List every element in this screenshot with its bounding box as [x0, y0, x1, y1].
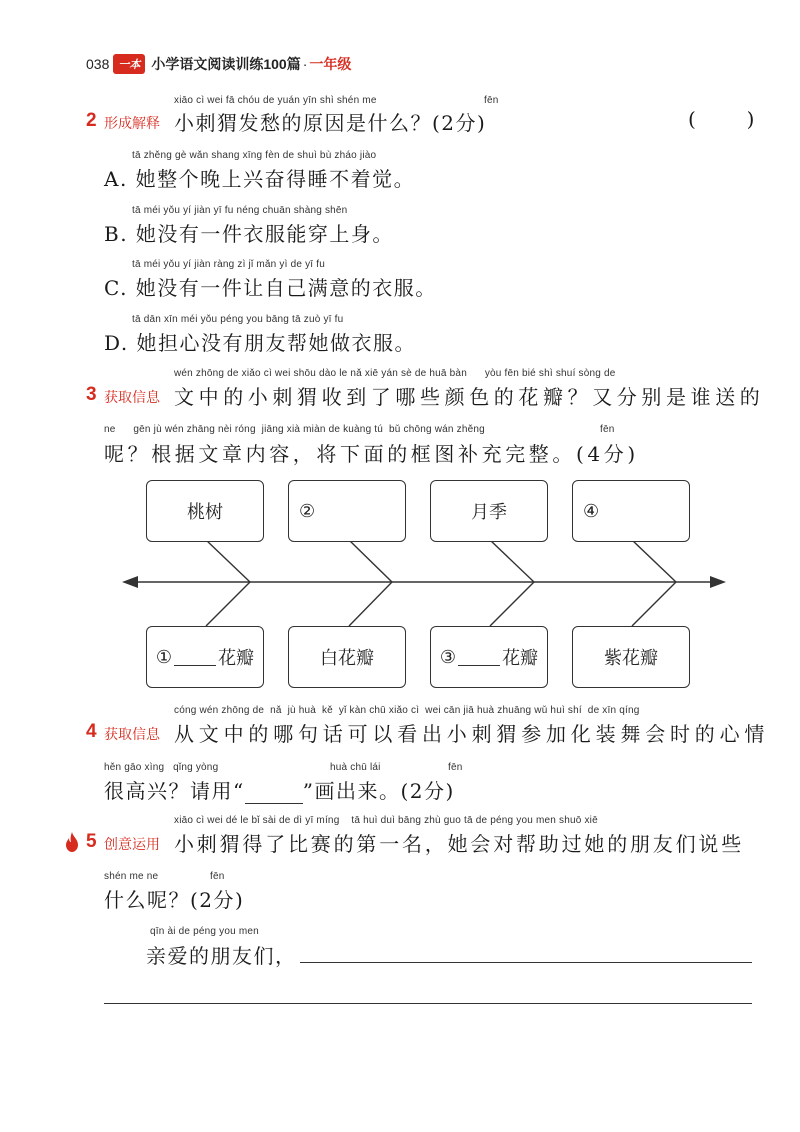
- box-bottom-3-blank[interactable]: [458, 649, 500, 666]
- q5-pinyin-line1: xiāo cì wei dé le bǐ sài de dì yī míng tā huì duì bāng zhù guo tā de péng you men shuō xiē: [174, 815, 598, 826]
- q3-tag: 获取信息: [104, 389, 160, 405]
- q2-tag: 形成解释: [104, 115, 160, 131]
- q2-option-c-pinyin: tā méi yǒu yí jiàn ràng zì jǐ mǎn yì de yī fu: [132, 259, 325, 270]
- answer-line-2[interactable]: [104, 1003, 752, 1004]
- q2-number: 2: [86, 110, 97, 131]
- q4-pinyin-line1: cóng wén zhōng de nǎ jù huà kě yǐ kàn chū xiǎo cì wei cān jiā huà zhuāng wǔ huì shí de xīn qíng: [174, 705, 640, 716]
- q5-pinyin-line3: qīn ài de péng you men: [150, 926, 259, 937]
- page-header: [86, 52, 351, 76]
- q3-line1: 文中的小刺猬收到了哪些颜色的花瓣？又分别是谁送的: [174, 385, 765, 409]
- q2-points-pinyin: fēn: [484, 95, 499, 106]
- q5-tag: 创意运用: [104, 836, 160, 852]
- box-bottom-3-prefix: ③: [439, 646, 457, 667]
- q5-line2: 什么呢？(2分): [104, 888, 245, 912]
- answer-line-1[interactable]: [300, 962, 752, 963]
- box-bottom-1-prefix: ①: [155, 646, 173, 667]
- brand-logo: 一本: [113, 54, 145, 74]
- page-number: 038: [86, 56, 110, 72]
- q5-line3: 亲爱的朋友们，: [146, 944, 297, 968]
- q4-number: 4: [86, 721, 97, 742]
- q3-line2: 呢？根据文章内容，将下面的框图补充完整。(4分): [104, 442, 639, 466]
- q5-line1: 小刺猬得了比赛的第一名，她会对帮助过她的朋友们说些: [174, 832, 744, 856]
- q2-pinyin: xiāo cì wei fā chóu de yuán yīn shì shén me: [174, 95, 377, 106]
- q4-pinyin-line2a: hěn gāo xìng qǐng yòng: [104, 762, 219, 773]
- diagram-box-top-3: [430, 480, 548, 542]
- q2-option-a-pinyin: tā zhěng gè wǎn shang xīng fèn de shuì bù zháo jiào: [132, 150, 377, 161]
- q2-option-a[interactable]: A. 她整个晚上兴奋得睡不着觉。: [104, 167, 416, 191]
- flame-icon: [64, 832, 80, 852]
- diagram-box-top-2[interactable]: [288, 480, 406, 542]
- q4-underline-blank[interactable]: [245, 803, 303, 804]
- diagram-box-bottom-4: [572, 626, 690, 688]
- title-separator: ·: [302, 56, 308, 72]
- grade-label: 一年级: [309, 56, 352, 72]
- q5-number: 5: [86, 831, 97, 852]
- q2-option-c[interactable]: C. 她没有一件让自己满意的衣服。: [104, 276, 437, 300]
- q2-option-d[interactable]: D. 她担心没有朋友帮她做衣服。: [104, 331, 417, 355]
- q4-pinyin-line2c: fēn: [448, 762, 463, 773]
- box-bottom-1-blank[interactable]: [174, 649, 216, 666]
- box-bottom-4-text: 紫花瓣: [604, 648, 658, 668]
- diagram-arrow-left: [122, 576, 138, 588]
- diagram-branches: [206, 540, 676, 626]
- q2-option-b[interactable]: B. 她没有一件衣服能穿上身。: [104, 222, 394, 246]
- q2-option-b-pinyin: tā méi yǒu yí jiàn yī fu néng chuān shàng shēn: [132, 205, 348, 216]
- q4-line2: [104, 775, 455, 804]
- box-top-2-text: ②: [299, 500, 316, 521]
- q4-line2-end: ”画出来。(2分): [302, 779, 455, 803]
- diagram-box-bottom-1[interactable]: [146, 626, 264, 688]
- q3-pinyin-line2: ne gēn jù wén zhāng nèi róng jiāng xià miàn de kuàng tú bǔ chōng wán zhěng: [104, 424, 485, 435]
- book-title: 小学语文阅读训练100篇: [151, 56, 301, 72]
- diagram-arrow-right: [710, 576, 726, 588]
- q3-pinyin-line1: wén zhōng de xiǎo cì wei shōu dào le nǎ xiē yán sè de huā bàn yòu fēn bié shì shuí sòng de: [174, 368, 616, 379]
- box-bottom-3-suffix: 花瓣: [502, 648, 539, 668]
- q5-pinyin-line2: shén me ne: [104, 871, 159, 882]
- q5-points-pinyin: fēn: [210, 871, 225, 882]
- box-top-4-text: ④: [583, 500, 600, 521]
- box-bottom-2-text: 白花瓣: [320, 648, 374, 668]
- q4-pinyin-line2b: huà chū lái: [330, 762, 381, 773]
- diagram-box-top-1: [146, 480, 264, 542]
- q2-question: 小刺猬发愁的原因是什么？(2分): [174, 111, 487, 135]
- q3-number: 3: [86, 384, 97, 405]
- q4-line2-start: 很高兴？请用“: [104, 779, 245, 803]
- q2-option-d-pinyin: tā dān xīn méi yǒu péng you bāng tā zuò yī fu: [132, 314, 344, 325]
- box-top-3-text: 月季: [471, 502, 507, 522]
- diagram-box-top-4[interactable]: [572, 480, 690, 542]
- diagram-box-bottom-2: [288, 626, 406, 688]
- q2-answer-paren[interactable]: ( ): [688, 107, 755, 131]
- box-bottom-1-suffix: 花瓣: [218, 648, 255, 668]
- q4-line1: 从文中的哪句话可以看出小刺猬参加化装舞会时的心情: [174, 722, 770, 746]
- q3-points-pinyin: fēn: [600, 424, 615, 435]
- box-top-1-text: 桃树: [187, 502, 223, 522]
- diagram-box-bottom-3[interactable]: [430, 626, 548, 688]
- q4-tag: 获取信息: [104, 726, 160, 742]
